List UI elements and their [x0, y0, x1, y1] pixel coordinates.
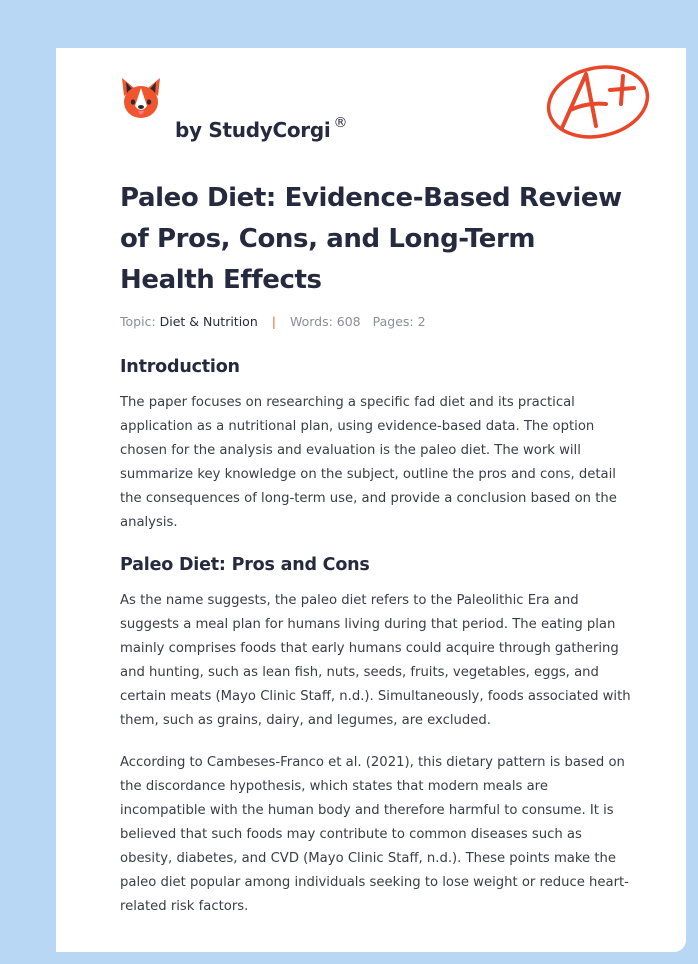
paragraph: The paper focuses on researching a specific fad diet and its practical application as a nutritional plan, using evidence-based data. The option chosen for the analysis and evaluation is the paleo diet. The work will summarize key knowledge on the subject, outline the pros and cons, detail the consequences of long-term use, and provide a conclusion based on the analysis. [120, 395, 617, 530]
document-page [56, 48, 686, 952]
article-meta [120, 314, 632, 329]
article-content [120, 178, 632, 919]
topic-label: Topic: [120, 314, 156, 329]
brand-name[interactable] [175, 115, 348, 142]
corgi-logo-icon [120, 76, 162, 122]
paragraph: According to Cambeses-Franco et al. (2021), this dietary pattern is based on the discordance hypothesis, which states that modern meals are incompatible with the human body and therefore harmful to consume. It is believed that such foods may contribute to common diseases such as obesity, diabetes, and CVD (Mayo Clinic Staff, n.d.). These points make the paleo diet popular among individuals seeking to lose weight or reduce heart-related risk factors. [120, 755, 629, 914]
article-title: Paleo Diet: Evidence-Based Review of Pros, Cons, and Long-Term Health Effects [120, 183, 622, 295]
word-count: Words: 608 [289, 314, 361, 329]
section-heading-pros-cons: Paleo Diet: Pros and Cons [120, 555, 370, 575]
paragraph: As the name suggests, the paleo diet refers to the Paleolithic Era and suggests a meal plan for humans living during that period. The eating plan mainly comprises foods that early humans could acquire through gathering and hunting, such as lean fish, nuts, seeds, fruits, vegetables, eggs, and certain meats (Mayo Clinic Staff, n.d.). Simultaneously, foods associated with them, such as grains, dairy, and legumes, are excluded. [120, 593, 631, 728]
page-count: Pages: 2 [372, 314, 426, 329]
grade-text: A+ [540, 60, 542, 61]
header [120, 60, 650, 144]
meta-separator: | [271, 314, 276, 329]
registered-mark: ® [333, 115, 348, 131]
brand-text: by StudyCorgi [175, 118, 331, 142]
section-heading-introduction: Introduction [120, 357, 240, 377]
topic-link[interactable]: Diet & Nutrition [159, 314, 258, 329]
grade-a-plus-icon [540, 60, 652, 142]
